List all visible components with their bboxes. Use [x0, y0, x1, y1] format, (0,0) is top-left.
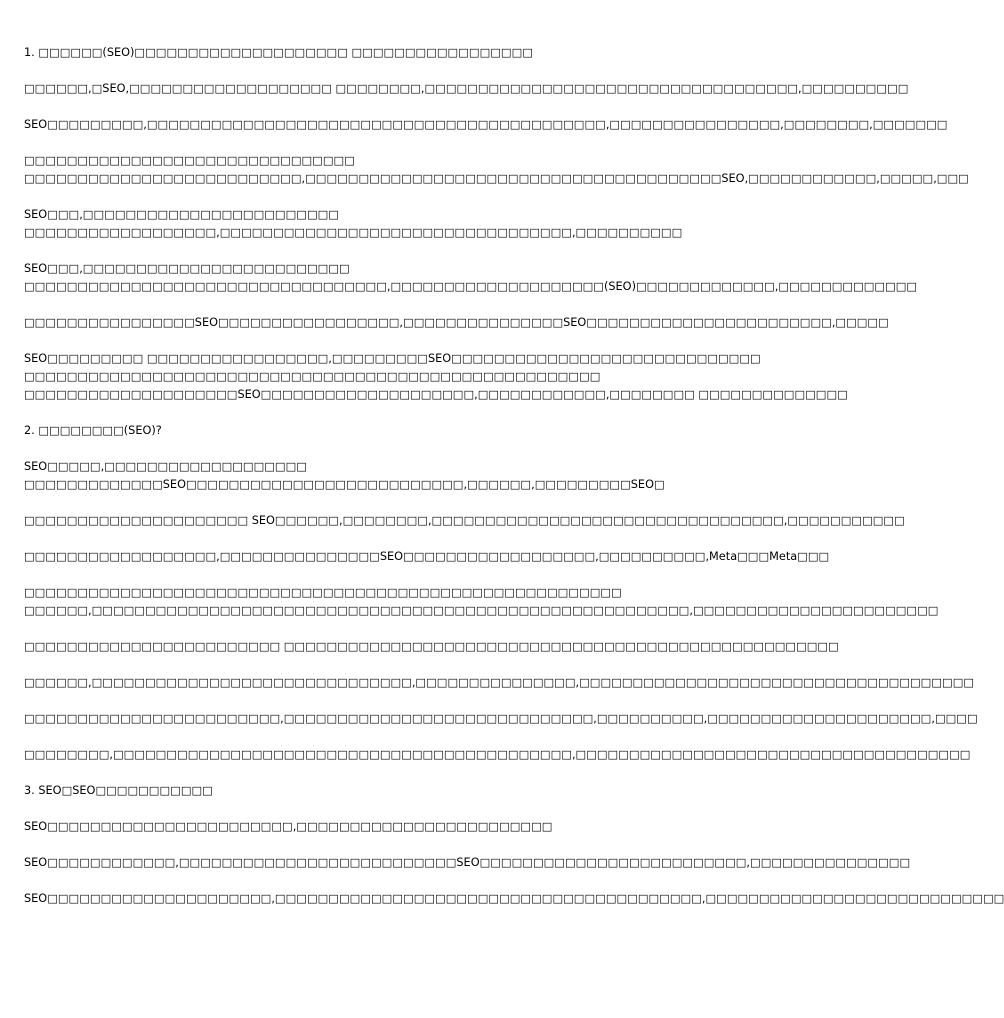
paragraph [24, 422, 696, 440]
paragraph [24, 206, 696, 242]
text-line: □□□□□□□□□□□□□□□□□□□□□□□□□□□□□□□□□□□□□□□□□□□□□□□□□□□□□□ [24, 370, 601, 383]
text-line: □□□□□□□□□□□□□□□□□□□□□□□□□□□□□□□□□□□□□□□□□□□□□□□□□□□□□□□□ [24, 586, 622, 599]
paragraph [24, 116, 948, 134]
paragraph [24, 782, 696, 800]
paragraph [24, 458, 696, 494]
paragraph [24, 584, 939, 620]
text-line: SEO□□□□□,□□□□□□□□□□□□□□□□□□□ [24, 460, 307, 473]
text-line: □□□□□□□□□□□□□□□□□□□□□□□□,□□□□□□□□□□□□□□□□□□□□□□□□□□□□□,□□□□□□□□□□,□□□□□□□□□□□□□□□□□□□□□,□□□□ [24, 712, 978, 725]
paragraph [24, 80, 909, 98]
paragraph [24, 548, 830, 566]
text-line: SEO□□□□□□□□□ □□□□□□□□□□□□□□□□□,□□□□□□□□□SEO□□□□□□□□□□□□□□□□□□□□□□□□□□□□□ [24, 352, 761, 365]
text-line: 1. □□□□□□(SEO)□□□□□□□□□□□□□□□□□□□□ □□□□□□□□□□□□□□□□□ [24, 46, 533, 59]
paragraph [24, 638, 839, 656]
paragraph [24, 152, 969, 188]
text-line: □□□□□□□□,□□□□□□□□□□□□□□□□□□□□□□□□□□□□□□□□□□□□□□□□□□□,□□□□□□□□□□□□□□□□□□□□□□□□□□□□□□□□□□□□□ [24, 748, 971, 761]
text-line: □□□□□□□□□□□□□□□□□□□□SEO□□□□□□□□□□□□□□□□□□□□,□□□□□□□□□□□□,□□□□□□□□ □□□□□□□□□□□□□□ [24, 388, 848, 401]
text-line: SEO□□□□□□□□□□□□□□□□□□□□□,□□□□□□□□□□□□□□□□□□□□□□□□□□□□□□□□□□□□□□□□,□□□□□□□□□□□□□□□□□□□□□□□□□□□□ [24, 892, 1004, 905]
paragraph [24, 314, 889, 332]
text-line: SEO□□□,□□□□□□□□□□□□□□□□□□□□□□□□ [24, 208, 339, 221]
paragraph [24, 512, 905, 530]
paragraph [24, 260, 918, 296]
text-line: SEO□□□□□□□□□,□□□□□□□□□□□□□□□□□□□□□□□□□□□□□□□□□□□□□□□□□□□,□□□□□□□□□□□□□□□□,□□□□□□□□,□□□□□□□ [24, 118, 948, 131]
paragraph [24, 818, 696, 836]
text-line: SEO□□□□□□□□□□□□□□□□□□□□□□□,□□□□□□□□□□□□□□□□□□□□□□□□ [24, 820, 553, 833]
text-line: □□□□□□□□□□□□□□□□□□,□□□□□□□□□□□□□□□SEO□□□□□□□□□□□□□□□□□□,□□□□□□□□□□,Meta□□□Meta□□□ [24, 550, 830, 563]
text-line: □□□□□□,□□□□□□□□□□□□□□□□□□□□□□□□□□□□□□,□□□□□□□□□□□□□□□,□□□□□□□□□□□□□□□□□□□□□□□□□□□□□□□□□□□□□ [24, 676, 975, 689]
text-line: □□□□□□□□□□□□□□□□SEO□□□□□□□□□□□□□□□□□,□□□□□□□□□□□□□□□SEO□□□□□□□□□□□□□□□□□□□□□□□,□□□□□ [24, 316, 889, 329]
paragraph [24, 350, 848, 404]
paragraph [24, 44, 696, 62]
text-line: 3. SEO□SEO□□□□□□□□□□□ [24, 784, 213, 797]
document-page [24, 44, 1004, 926]
paragraph [24, 854, 911, 872]
text-line: SEO□□□,□□□□□□□□□□□□□□□□□□□□□□□□□ [24, 262, 350, 275]
text-line: SEO□□□□□□□□□□□□,□□□□□□□□□□□□□□□□□□□□□□□□□□SEO□□□□□□□□□□□□□□□□□□□□□□□□□,□□□□□□□□□□□□□□□ [24, 856, 911, 869]
text-line: □□□□□□□□□□□□□□□□□□,□□□□□□□□□□□□□□□□□□□□□□□□□□□□□□□□□,□□□□□□□□□□ [24, 226, 683, 239]
text-line: □□□□□□□□□□□□□□□□□□□□□□□□ □□□□□□□□□□□□□□□□□□□□□□□□□□□□□□□□□□□□□□□□□□□□□□□□□□□□ [24, 640, 839, 653]
text-line: □□□□□□,□SEO,□□□□□□□□□□□□□□□□□□□ □□□□□□□□,□□□□□□□□□□□□□□□□□□□□□□□□□□□□□□□□□□□,□□□□□□□□□□ [24, 82, 909, 95]
text-line: □□□□□□,□□□□□□□□□□□□□□□□□□□□□□□□□□□□□□□□□□□□□□□□□□□□□□□□□□□□□□□□,□□□□□□□□□□□□□□□□□□□□□□□ [24, 604, 939, 617]
paragraph [24, 710, 978, 728]
text-line: □□□□□□□□□□□□□□□□□□□□□ SEO□□□□□□,□□□□□□□□,□□□□□□□□□□□□□□□□□□□□□□□□□□□□□□□□□,□□□□□□□□□□□ [24, 514, 905, 527]
text-line: □□□□□□□□□□□□□□□□□□□□□□□□□□,□□□□□□□□□□□□□□□□□□□□□□□□□□□□□□□□□□□□□□□SEO,□□□□□□□□□□□□,□□□□□,□□□ [24, 172, 969, 185]
paragraph [24, 890, 1004, 908]
text-line: □□□□□□□□□□□□□□□□□□□□□□□□□□□□□□□□□□,□□□□□□□□□□□□□□□□□□□□(SEO)□□□□□□□□□□□□□,□□□□□□□□□□□□□ [24, 280, 918, 293]
paragraph [24, 674, 975, 692]
text-line: □□□□□□□□□□□□□SEO□□□□□□□□□□□□□□□□□□□□□□□□□□,□□□□□□,□□□□□□□□□SEO□ [24, 478, 665, 491]
text-line: □□□□□□□□□□□□□□□□□□□□□□□□□□□□□□□ [24, 154, 355, 167]
paragraph [24, 746, 971, 764]
text-line: 2. □□□□□□□□(SEO)? [24, 424, 162, 437]
